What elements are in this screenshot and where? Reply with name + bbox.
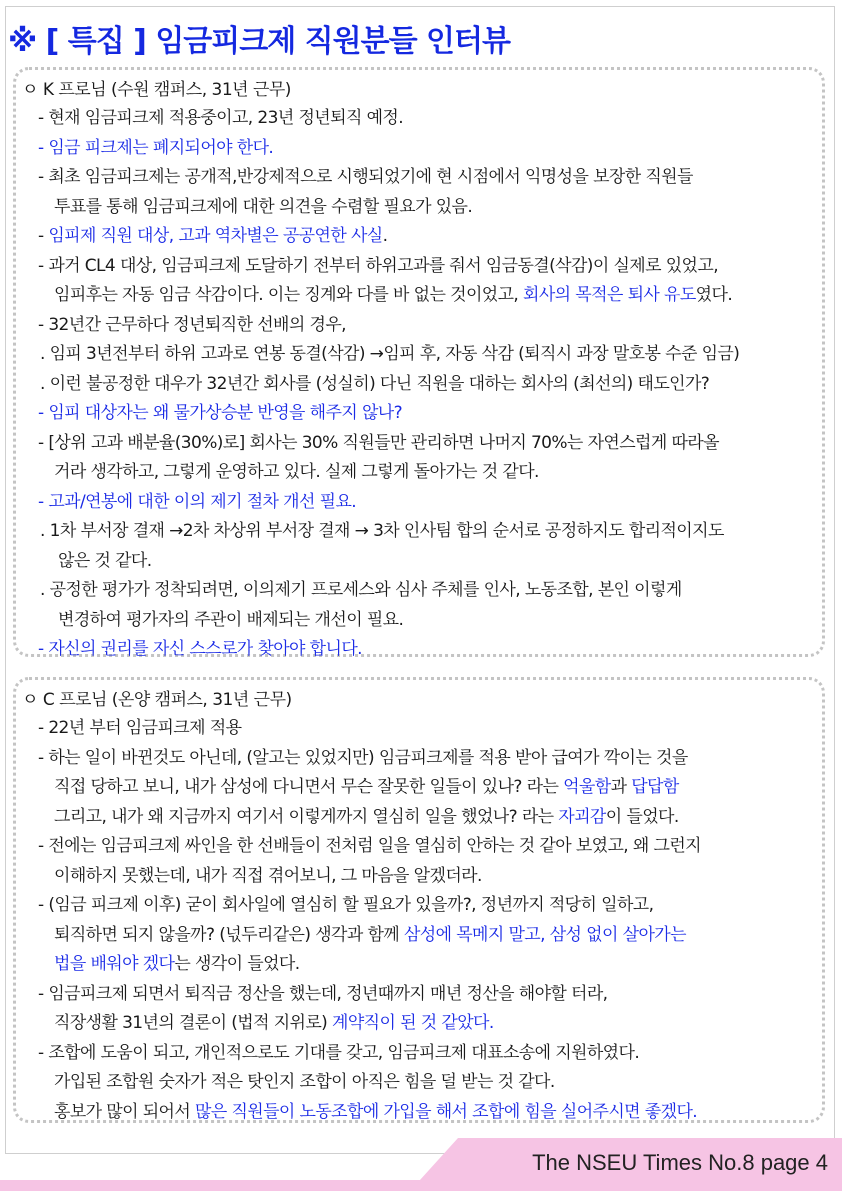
interview-item xyxy=(16,370,822,400)
interview-item xyxy=(16,488,822,518)
item-line xyxy=(40,340,822,370)
interview-item xyxy=(16,134,822,164)
text-segment: - 22년 부터 임금피크제 적용 xyxy=(38,718,242,738)
interview-item xyxy=(16,576,822,635)
item-line xyxy=(38,134,822,164)
text-segment: 퇴직하면 되지 않을까? (넋두리같은) 생각과 함께 xyxy=(54,924,404,945)
text-segment: - 전에는 임금피크제 싸인을 한 선배들이 전처럼 일을 열심히 안하는 것 같아 보였고, 왜 그런지 xyxy=(38,836,702,856)
interview-item xyxy=(16,832,822,891)
text-segment: 변경하여 평가자의 주관이 배제되는 개선이 필요. xyxy=(58,609,404,630)
item-line xyxy=(38,773,822,803)
item-line xyxy=(38,862,822,892)
item-line xyxy=(38,1039,822,1069)
interview-k-items xyxy=(16,104,822,665)
text-segment: 는 생각이 들었다. xyxy=(174,954,300,974)
item-line xyxy=(38,399,822,429)
item-line xyxy=(38,803,822,833)
text-segment: - xyxy=(38,226,49,246)
text-segment: 과 xyxy=(610,777,632,797)
interview-item xyxy=(16,714,822,744)
interview-item xyxy=(16,252,822,311)
highlighted-text: 계약직이 된 것 같았다. xyxy=(332,1013,494,1033)
item-line xyxy=(38,980,822,1010)
highlighted-text: 임피제 직원 대상, 고과 역차별은 공공연한 사실 xyxy=(48,226,383,246)
interview-item xyxy=(16,163,822,222)
item-line xyxy=(38,891,822,921)
text-segment: 그리고, 내가 왜 지금까지 여기서 이렇게까지 열심히 일을 했었나? 라는 xyxy=(54,806,559,827)
text-segment: 직장생활 31년의 결론이 (법적 지위로) xyxy=(54,1013,333,1033)
item-line xyxy=(38,281,822,311)
text-segment: - 현재 임금피크제 적용중이고, 23년 정년퇴직 예정. xyxy=(38,108,404,128)
text-segment: - 하는 일이 바뀐것도 아닌데, (알고는 있었지만) 임금피크제를 적용 받아 급여가 깍이는 것을 xyxy=(38,747,688,768)
footer-page-label: The NSEU Times No.8 page 4 xyxy=(532,1150,828,1175)
text-segment: 가입된 조합원 숫자가 적은 탓인지 조합이 아직은 힘을 덜 받는 것 같다. xyxy=(54,1072,555,1092)
interview-k-header: ㅇ K 프로님 (수원 캠퍼스, 31년 근무) xyxy=(22,80,291,100)
item-line xyxy=(40,370,822,400)
text-segment: . 이런 불공정한 대우가 32년간 회사를 (성실히) 다닌 직원을 대하는 회사의 (최선의) 태도인가? xyxy=(40,373,710,394)
highlighted-text: 답답함 xyxy=(631,777,679,797)
item-line xyxy=(38,744,822,774)
page-title: ※ [ 특집 ] 임금피크제 직원분들 인터뷰 xyxy=(8,24,510,59)
item-line xyxy=(40,606,822,636)
text-segment: - [상위 고과 배분율(30%)로] 회사는 30% 직원들만 관리하면 나머지 70%는 자연스럽게 따라올 xyxy=(38,432,719,453)
interview-item xyxy=(16,104,822,134)
interview-item xyxy=(16,635,822,665)
highlighted-text: 많은 직원들이 노동조합에 가입을 해서 조합에 힘을 실어주시면 좋겠다. xyxy=(195,1101,698,1122)
text-segment: 임피후는 자동 임금 삭감이다. 이는 징계와 다를 바 없는 것이었고, xyxy=(54,285,524,305)
highlighted-text: - 고과/연봉에 대한 이의 제기 절차 개선 필요. xyxy=(38,491,357,512)
text-segment: 않은 것 같다. xyxy=(58,550,152,571)
interview-item xyxy=(16,222,822,252)
interview-c-box xyxy=(13,677,825,1123)
text-segment: - (임금 피크제 이후) 굳이 회사일에 열심히 할 필요가 있을까?, 정년까지 적당히 일하고, xyxy=(38,895,654,915)
item-line xyxy=(38,1098,822,1128)
text-segment: - 32년간 근무하다 정년퇴직한 선배의 경우, xyxy=(38,314,346,335)
highlighted-text: 삼성에 목메지 말고, 삼성 없이 살아가는 xyxy=(403,924,686,945)
interview-item xyxy=(16,1039,822,1128)
item-line xyxy=(40,576,822,606)
item-line xyxy=(38,1009,822,1039)
item-line xyxy=(38,163,822,193)
text-segment: . 1차 부서장 결재 →2차 차상위 부서장 결재 → 3차 인사팀 합의 순서로 공정하지도 합리적이지도 xyxy=(40,521,724,541)
text-segment: - 최초 임금피크제는 공개적,반강제적으로 시행되었기에 현 시점에서 익명성을 보장한 직원들 xyxy=(38,167,693,187)
interview-item xyxy=(16,399,822,429)
highlighted-text: - 자신의 권리를 자신 스스로가 찾아야 합니다. xyxy=(38,639,362,659)
interview-item xyxy=(16,429,822,488)
item-line xyxy=(38,429,822,459)
highlighted-text: 억울함 xyxy=(563,777,611,797)
text-segment: . 임피 3년전부터 하위 고과로 연봉 동결(삭감) →임피 후, 자동 삭감 (퇴직시 과장 말호봉 수준 임금) xyxy=(40,344,740,364)
highlighted-text: 법을 배워야 겠다 xyxy=(54,954,175,974)
highlighted-text: 자괴감 xyxy=(558,806,606,827)
interview-item xyxy=(16,891,822,980)
text-segment: 거라 생각하고, 그렇게 운영하고 있다. 실제 그렇게 돌아가는 것 같다. xyxy=(54,462,539,482)
item-line xyxy=(38,488,822,518)
item-line xyxy=(38,921,822,951)
item-line xyxy=(38,714,822,744)
item-line xyxy=(38,458,822,488)
highlighted-text: - 임피 대상자는 왜 물가상승분 반영을 해주지 않나? xyxy=(38,403,403,423)
item-line xyxy=(38,832,822,862)
item-line xyxy=(38,311,822,341)
item-line xyxy=(38,635,822,665)
text-segment: - 조합에 도움이 되고, 개인적으로도 기대를 갖고, 임금피크제 대표소송에 지원하였다. xyxy=(38,1042,640,1063)
item-line xyxy=(40,547,822,577)
text-segment: - 임금피크제 되면서 퇴직금 정산을 했는데, 정년때까지 매년 정산을 해야할 터라, xyxy=(38,983,608,1004)
interview-c-header: ㅇ C 프로님 (온양 캠퍼스, 31년 근무) xyxy=(22,690,292,710)
item-line xyxy=(38,950,822,980)
text-segment: - 과거 CL4 대상, 임금피크제 도달하기 전부터 하위고과를 줘서 임금동결(삭감)이 실제로 있었고, xyxy=(38,255,718,276)
item-line xyxy=(38,222,822,252)
interview-item xyxy=(16,340,822,370)
item-line xyxy=(38,104,822,134)
item-line xyxy=(40,517,822,547)
highlighted-text: 회사의 목적은 퇴사 유도 xyxy=(523,285,696,305)
text-segment: 투표를 통해 임금피크제에 대한 의견을 수렴할 필요가 있음. xyxy=(54,196,473,217)
item-line xyxy=(38,1068,822,1098)
text-segment: 였다. xyxy=(695,285,733,305)
item-line xyxy=(38,193,822,223)
interview-c-items xyxy=(16,714,822,1127)
item-line xyxy=(38,252,822,282)
highlighted-text: - 임금 피크제는 폐지되어야 한다. xyxy=(38,137,274,158)
interview-item xyxy=(16,980,822,1039)
interview-item xyxy=(16,517,822,576)
interview-k-box xyxy=(13,67,825,657)
text-segment: 홍보가 많이 되어서 xyxy=(54,1101,195,1122)
text-segment: . 공정한 평가가 정착되려면, 이의제기 프로세스와 심사 주체를 인사, 노동조합, 본인 이렇게 xyxy=(40,580,682,600)
text-segment: 이 들었다. xyxy=(605,806,679,827)
text-segment: . xyxy=(382,226,388,246)
interview-item xyxy=(16,311,822,341)
text-segment: 이해하지 못했는데, 내가 직접 겪어보니, 그 마음을 알겠더라. xyxy=(54,865,482,886)
text-segment: 직접 당하고 보니, 내가 삼성에 다니면서 무슨 잘못한 일들이 있나? 라는 xyxy=(54,777,564,797)
interview-item xyxy=(16,744,822,833)
